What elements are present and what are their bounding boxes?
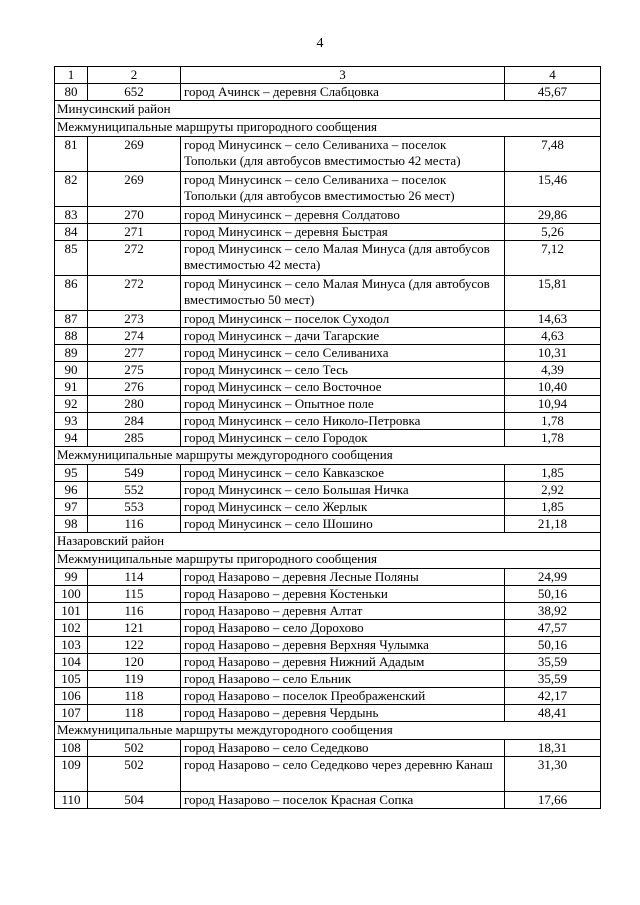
section-header-row: [55, 722, 601, 740]
section-header-row: [55, 119, 601, 137]
route-value: 1,78: [505, 430, 601, 447]
route-number: 553: [88, 499, 181, 516]
row-number: 106: [55, 688, 88, 705]
route-value: 35,59: [505, 671, 601, 688]
row-number: 91: [55, 379, 88, 396]
route-name: город Минусинск – село Тесь: [181, 362, 505, 379]
route-number: 552: [88, 482, 181, 499]
table-row: [55, 603, 601, 620]
route-number: 280: [88, 396, 181, 413]
route-value: 1,85: [505, 465, 601, 482]
table-row: [55, 84, 601, 101]
route-value: 7,12: [505, 241, 601, 276]
table-row: [55, 276, 601, 311]
routes-table: [54, 66, 601, 809]
row-number: 103: [55, 637, 88, 654]
route-value: 7,48: [505, 137, 601, 172]
section-title: Межмуниципальные маршруты пригородного сообщения: [55, 551, 601, 569]
route-number: 121: [88, 620, 181, 637]
route-name: город Назарово – село Дорохово: [181, 620, 505, 637]
section-header-row: [55, 533, 601, 551]
table-row: [55, 569, 601, 586]
route-value: 24,99: [505, 569, 601, 586]
route-number: 502: [88, 757, 181, 792]
header-col-1: 1: [55, 67, 88, 84]
table-row: [55, 465, 601, 482]
row-number: 80: [55, 84, 88, 101]
route-number: 271: [88, 224, 181, 241]
route-name: город Минусинск – деревня Солдатово: [181, 207, 505, 224]
table-row: [55, 586, 601, 603]
header-col-4: 4: [505, 67, 601, 84]
section-header-row: [55, 447, 601, 465]
route-number: 118: [88, 705, 181, 722]
row-number: 85: [55, 241, 88, 276]
route-name: город Назарово – деревня Лесные Поляны: [181, 569, 505, 586]
route-name: город Минусинск – село Шошино: [181, 516, 505, 533]
route-number: 116: [88, 516, 181, 533]
route-number: 285: [88, 430, 181, 447]
row-number: 81: [55, 137, 88, 172]
section-header-row: [55, 101, 601, 119]
section-header-row: [55, 551, 601, 569]
row-number: 105: [55, 671, 88, 688]
route-number: 274: [88, 328, 181, 345]
header-col-2: 2: [88, 67, 181, 84]
route-value: 50,16: [505, 637, 601, 654]
table-row: [55, 430, 601, 447]
route-number: 272: [88, 241, 181, 276]
route-number: 120: [88, 654, 181, 671]
route-name: город Назарово – село Седедково через деревню Канаш: [181, 757, 505, 792]
route-number: 284: [88, 413, 181, 430]
route-number: 269: [88, 172, 181, 207]
row-number: 100: [55, 586, 88, 603]
route-value: 18,31: [505, 740, 601, 757]
route-value: 2,92: [505, 482, 601, 499]
row-number: 93: [55, 413, 88, 430]
route-number: 276: [88, 379, 181, 396]
route-value: 5,26: [505, 224, 601, 241]
route-value: 31,30: [505, 757, 601, 792]
route-value: 4,39: [505, 362, 601, 379]
table-row: [55, 482, 601, 499]
route-name: город Назарово – поселок Преображенский: [181, 688, 505, 705]
table-row: [55, 413, 601, 430]
route-value: 15,46: [505, 172, 601, 207]
header-col-3: 3: [181, 67, 505, 84]
route-name: город Минусинск – село Селиваниха – поселок Топольки (для автобусов вместимостью 42 места): [181, 137, 505, 172]
row-number: 90: [55, 362, 88, 379]
route-value: 45,67: [505, 84, 601, 101]
route-value: 1,78: [505, 413, 601, 430]
route-name: город Минусинск – село Селиваниха: [181, 345, 505, 362]
row-number: 84: [55, 224, 88, 241]
route-number: 270: [88, 207, 181, 224]
route-number: 269: [88, 137, 181, 172]
route-value: 1,85: [505, 499, 601, 516]
route-name: город Назарово – деревня Верхняя Чулымка: [181, 637, 505, 654]
table-row: [55, 345, 601, 362]
row-number: 99: [55, 569, 88, 586]
row-number: 107: [55, 705, 88, 722]
row-number: 102: [55, 620, 88, 637]
row-number: 86: [55, 276, 88, 311]
route-number: 273: [88, 311, 181, 328]
route-name: город Минусинск – поселок Суходол: [181, 311, 505, 328]
route-name: город Минусинск – Опытное поле: [181, 396, 505, 413]
route-value: 10,31: [505, 345, 601, 362]
table-row: [55, 792, 601, 809]
route-name: город Минусинск – село Жерлык: [181, 499, 505, 516]
route-number: 114: [88, 569, 181, 586]
table-row: [55, 757, 601, 792]
route-value: 10,94: [505, 396, 601, 413]
route-value: 14,63: [505, 311, 601, 328]
row-number: 82: [55, 172, 88, 207]
row-number: 96: [55, 482, 88, 499]
section-title: Назаровский район: [55, 533, 601, 551]
row-number: 94: [55, 430, 88, 447]
route-number: 275: [88, 362, 181, 379]
route-value: 38,92: [505, 603, 601, 620]
table-row: [55, 311, 601, 328]
table-row: [55, 516, 601, 533]
route-value: 4,63: [505, 328, 601, 345]
route-name: город Минусинск – село Восточное: [181, 379, 505, 396]
row-number: 89: [55, 345, 88, 362]
route-value: 47,57: [505, 620, 601, 637]
table-row: [55, 688, 601, 705]
route-value: 29,86: [505, 207, 601, 224]
route-name: город Назарово – деревня Костеньки: [181, 586, 505, 603]
route-number: 272: [88, 276, 181, 311]
row-number: 97: [55, 499, 88, 516]
route-number: 116: [88, 603, 181, 620]
route-name: город Минусинск – село Городок: [181, 430, 505, 447]
route-number: 122: [88, 637, 181, 654]
route-value: 50,16: [505, 586, 601, 603]
route-value: 15,81: [505, 276, 601, 311]
table-row: [55, 396, 601, 413]
table-row: [55, 705, 601, 722]
row-number: 104: [55, 654, 88, 671]
route-name: город Назарово – деревня Алтат: [181, 603, 505, 620]
table-row: [55, 671, 601, 688]
table-row: [55, 740, 601, 757]
table-row: [55, 654, 601, 671]
route-value: 21,18: [505, 516, 601, 533]
table-row: [55, 207, 601, 224]
route-number: 115: [88, 586, 181, 603]
table-row: [55, 241, 601, 276]
route-value: 35,59: [505, 654, 601, 671]
route-name: город Минусинск – дачи Тагарские: [181, 328, 505, 345]
route-name: город Минусинск – село Малая Минуса (для автобусов вместимостью 50 мест): [181, 276, 505, 311]
route-value: 48,41: [505, 705, 601, 722]
route-name: город Назарово – деревня Чердынь: [181, 705, 505, 722]
section-title: Межмуниципальные маршруты междугородного сообщения: [55, 722, 601, 740]
row-number: 87: [55, 311, 88, 328]
route-name: город Назарово – поселок Красная Сопка: [181, 792, 505, 809]
route-name: город Минусинск – село Большая Ничка: [181, 482, 505, 499]
table-row: [55, 379, 601, 396]
route-number: 277: [88, 345, 181, 362]
route-name: город Назарово – село Седедково: [181, 740, 505, 757]
route-number: 119: [88, 671, 181, 688]
row-number: 109: [55, 757, 88, 792]
table-row: [55, 224, 601, 241]
row-number: 110: [55, 792, 88, 809]
route-name: город Минусинск – село Малая Минуса (для автобусов вместимостью 42 места): [181, 241, 505, 276]
route-number: 502: [88, 740, 181, 757]
route-name: город Назарово – деревня Нижний Ададым: [181, 654, 505, 671]
section-title: Межмуниципальные маршруты пригородного сообщения: [55, 119, 601, 137]
route-number: 549: [88, 465, 181, 482]
route-number: 652: [88, 84, 181, 101]
table-row: [55, 620, 601, 637]
route-name: город Минусинск – село Николо-Петровка: [181, 413, 505, 430]
section-title: Межмуниципальные маршруты междугородного сообщения: [55, 447, 601, 465]
route-value: 42,17: [505, 688, 601, 705]
row-number: 101: [55, 603, 88, 620]
route-name: город Ачинск – деревня Слабцовка: [181, 84, 505, 101]
row-number: 88: [55, 328, 88, 345]
route-name: город Минусинск – село Кавказское: [181, 465, 505, 482]
route-value: 10,40: [505, 379, 601, 396]
section-title: Минусинский район: [55, 101, 601, 119]
route-number: 118: [88, 688, 181, 705]
row-number: 95: [55, 465, 88, 482]
row-number: 98: [55, 516, 88, 533]
row-number: 92: [55, 396, 88, 413]
table-row: [55, 362, 601, 379]
table-row: [55, 328, 601, 345]
route-name: город Минусинск – деревня Быстрая: [181, 224, 505, 241]
row-number: 108: [55, 740, 88, 757]
route-number: 504: [88, 792, 181, 809]
route-name: город Назарово – село Ельник: [181, 671, 505, 688]
route-name: город Минусинск – село Селиваниха – поселок Топольки (для автобусов вместимостью 26 мест): [181, 172, 505, 207]
page-number: 4: [316, 36, 324, 51]
table-row: [55, 172, 601, 207]
table-header-row: [55, 67, 601, 84]
row-number: 83: [55, 207, 88, 224]
table-row: [55, 499, 601, 516]
table-row: [55, 137, 601, 172]
table-row: [55, 637, 601, 654]
route-value: 17,66: [505, 792, 601, 809]
